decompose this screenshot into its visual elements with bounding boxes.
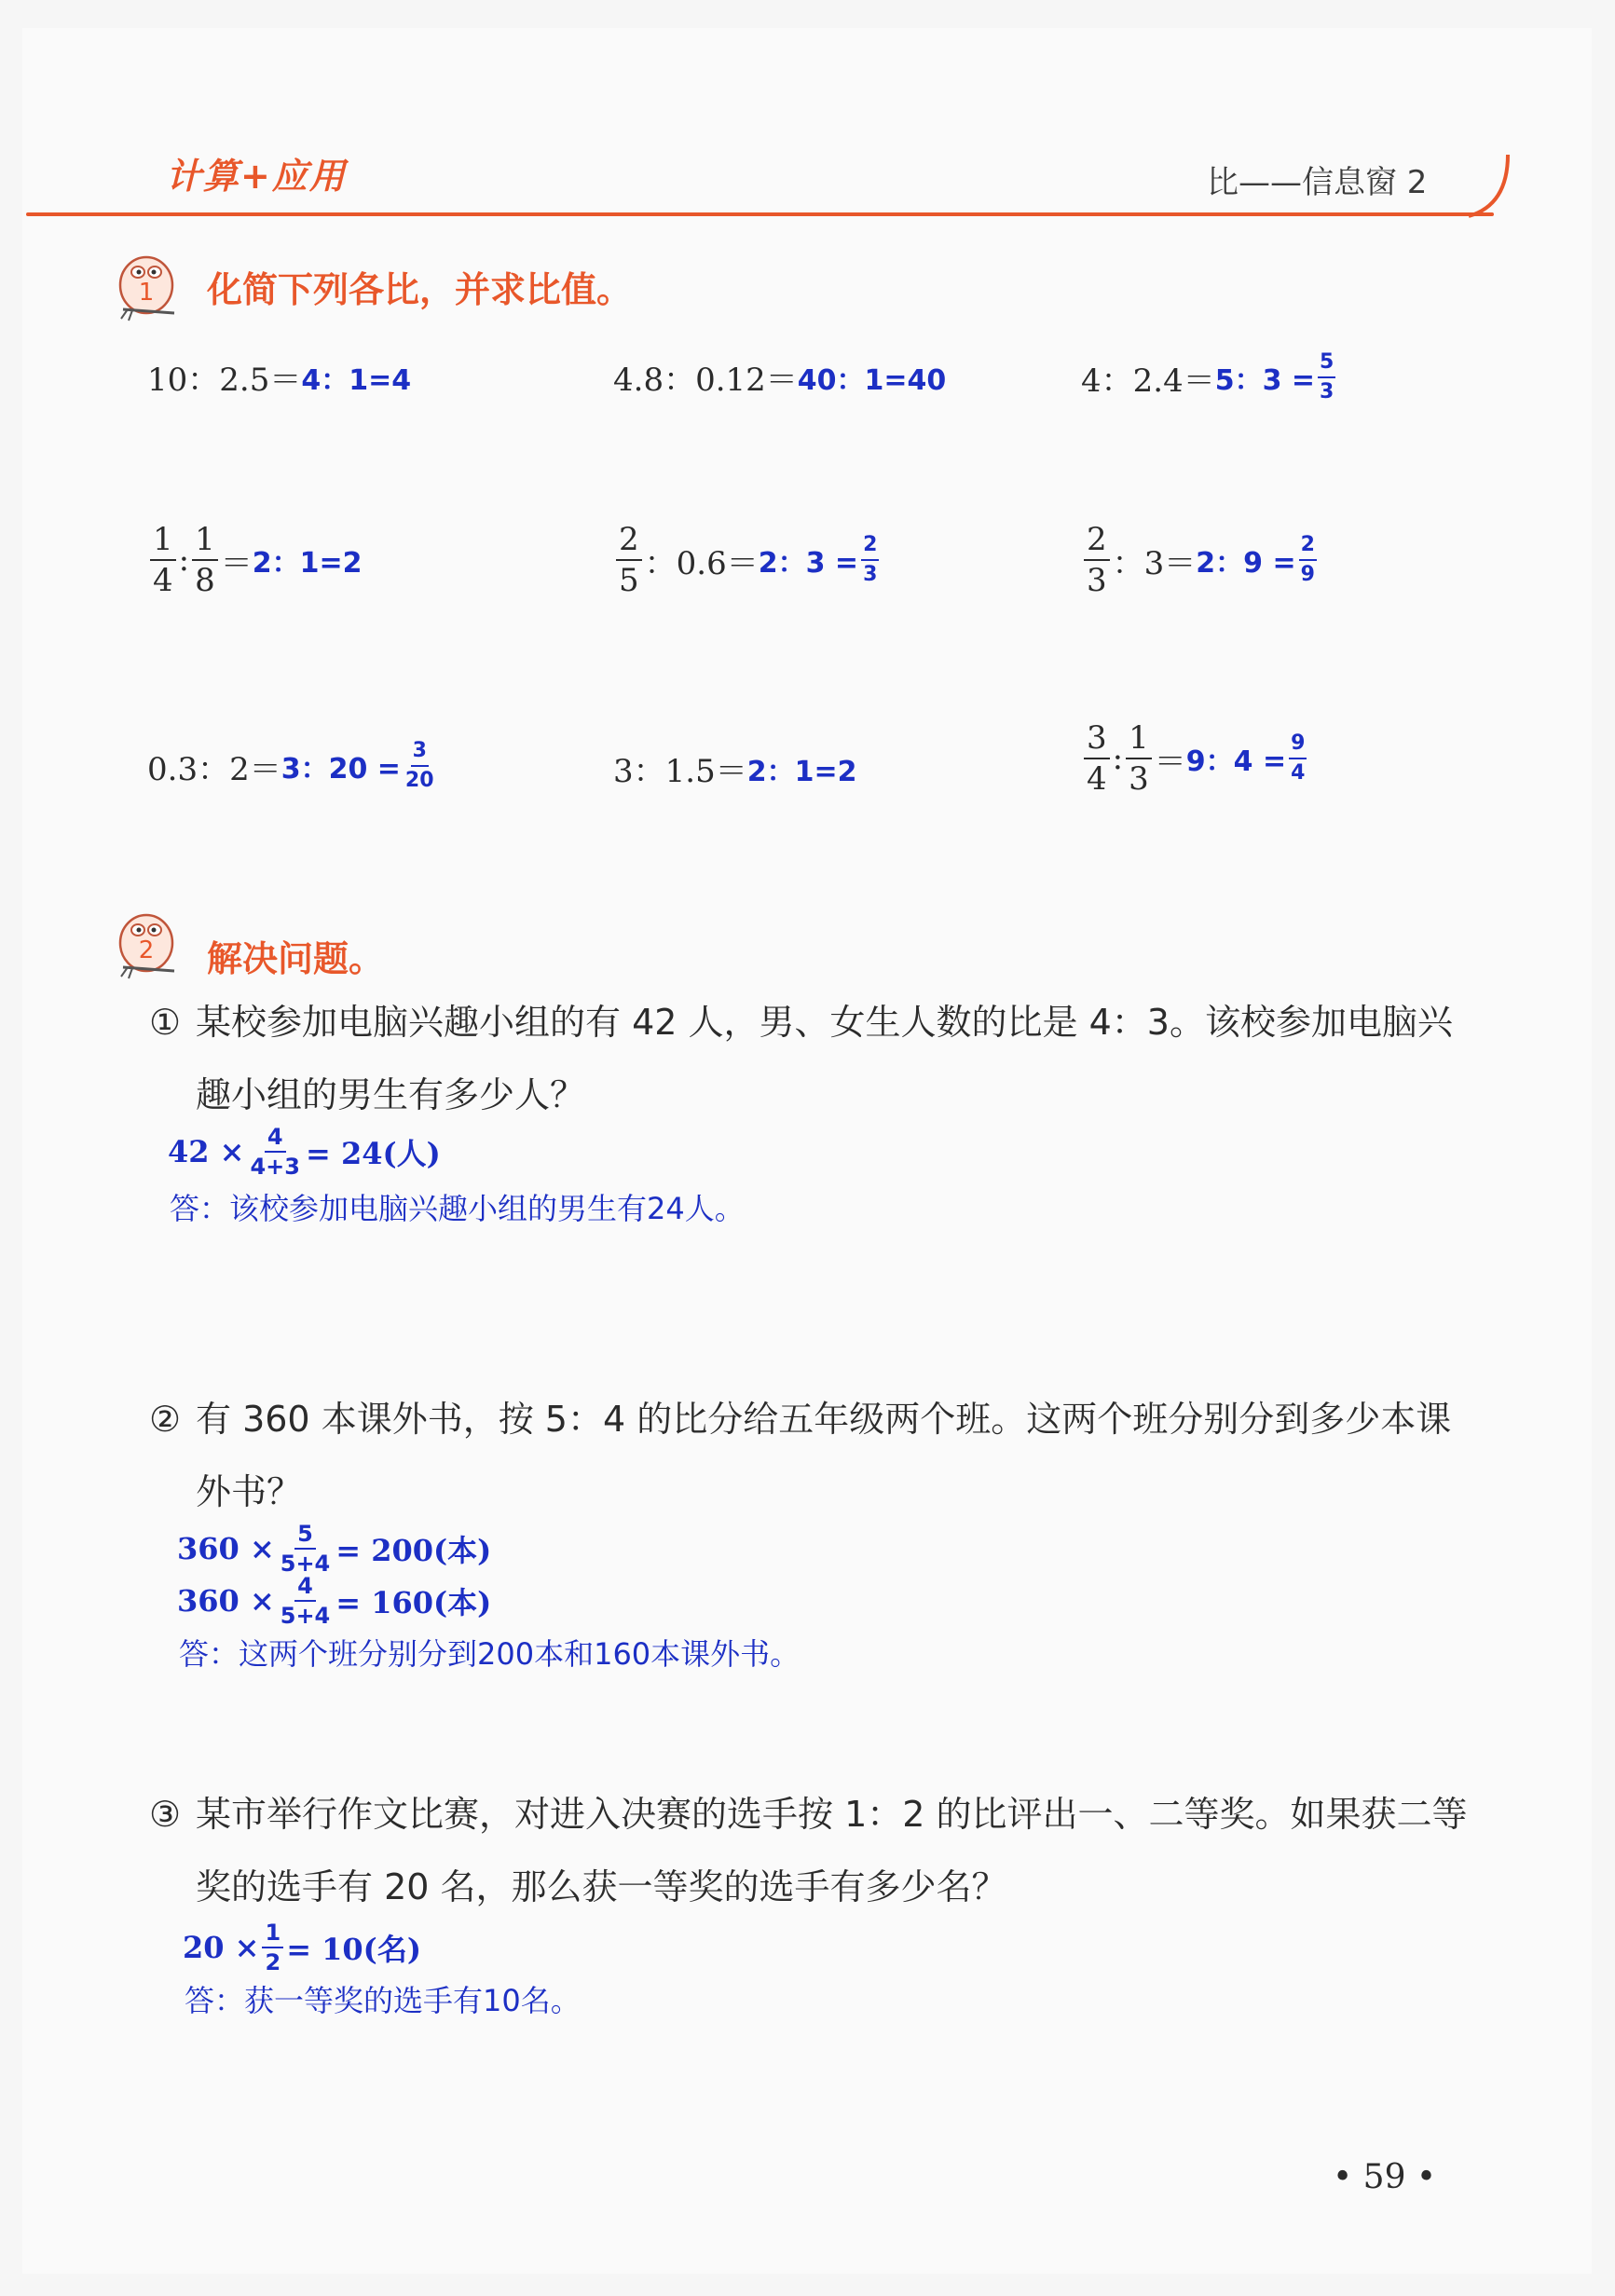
exercise-9-fraction-b — [1126, 719, 1152, 798]
fraction-denominator: 4 — [153, 562, 173, 599]
work-prefix: 42 × — [168, 1134, 245, 1169]
bird-mascot-icon — [104, 244, 188, 328]
fraction-denominator: 3 — [1129, 760, 1149, 798]
exercise-5-answer-ratio: 2：3 = — [758, 547, 859, 580]
fraction-denominator: 5+4 — [280, 1603, 331, 1629]
exercise-9 — [1081, 719, 1309, 798]
exercise-5 — [613, 521, 882, 599]
equals-sign: ＝ — [220, 544, 253, 582]
problem-2-answer: 答：这两个班分别分到200本和160本课外书。 — [179, 1636, 801, 1672]
problem-1-line2: 趣小组的男生有多少人？ — [196, 1074, 586, 1115]
problem-1-number: ① — [149, 1002, 182, 1043]
problem-2-work-line-1 — [177, 1523, 491, 1575]
section1-badge: 1 — [138, 279, 155, 307]
fraction-numerator: 1 — [1126, 722, 1152, 759]
fraction-denominator: 4+3 — [250, 1154, 300, 1180]
exercise-9-answer-ratio: 9：4 = — [1185, 745, 1287, 778]
work-prefix: 360 × — [177, 1531, 275, 1566]
problem-1-line1: 某校参加电脑兴趣小组的有 42 人，男、女生人数的比是 4：3。该校参加电脑兴 — [196, 1002, 1453, 1043]
fraction-denominator: 9 — [1300, 563, 1315, 586]
problem-3-work-line — [183, 1921, 421, 1974]
fraction-denominator: 20 — [404, 769, 434, 792]
fraction-denominator: 3 — [1320, 380, 1334, 403]
exercise-6-answer-fraction — [1299, 535, 1317, 585]
exercise-6-fraction — [1084, 521, 1110, 599]
work-result: = 24(人) — [306, 1136, 441, 1171]
exercise-2 — [613, 354, 946, 400]
problem-1-answer: 答：该校参加电脑兴趣小组的男生有24人。 — [170, 1191, 745, 1226]
exercise-5-answer-fraction — [861, 535, 879, 585]
problem-2 — [149, 1383, 1491, 1528]
exercise-3-answer-ratio: 5：3 = — [1214, 364, 1316, 397]
exercise-5-fraction — [616, 521, 642, 599]
exercise-6 — [1081, 521, 1320, 599]
fraction-numerator: 2 — [1084, 524, 1110, 561]
section2-badge: 2 — [138, 936, 155, 964]
exercise-8-answer: 2：1=2 — [746, 755, 857, 788]
exercise-7 — [147, 741, 439, 791]
work-fraction — [278, 1575, 334, 1627]
ratio-colon: : — [1112, 740, 1124, 777]
fraction-denominator: 3 — [863, 563, 878, 586]
fraction-denominator: 3 — [1087, 562, 1107, 599]
problem-2-work-line-2 — [177, 1575, 491, 1627]
fraction-denominator: 4 — [1087, 760, 1107, 798]
work-fraction — [262, 1921, 283, 1974]
exercise-7-answer — [281, 741, 439, 791]
exercise-3-answer — [1215, 352, 1339, 403]
exercise-9-answer — [1186, 733, 1310, 784]
page-number: • 59 • — [1333, 2158, 1437, 2196]
exercise-1 — [147, 354, 411, 400]
exercise-5-answer — [759, 535, 883, 585]
exercise-9-fraction-a — [1084, 719, 1110, 798]
work-result: = 160(本) — [335, 1585, 492, 1620]
exercise-3-answer-fraction — [1318, 352, 1335, 403]
work-prefix: 20 × — [183, 1930, 260, 1965]
problem-1-work-line — [168, 1126, 441, 1178]
bird-mascot-icon — [104, 902, 188, 986]
fraction-numerator: 1 — [262, 1921, 283, 1948]
exercise-6-question-rest: ：3＝ — [1112, 544, 1197, 582]
problem-2-number: ② — [149, 1399, 182, 1440]
header-left-label: 计算+应用 — [166, 156, 347, 197]
work-fraction — [247, 1126, 303, 1178]
exercise-5-question-rest: ：0.6＝ — [644, 544, 759, 582]
exercise-2-question: 4.8：0.12＝ — [613, 362, 798, 399]
fraction-denominator: 4 — [1291, 761, 1306, 785]
problem-3-line2: 奖的选手有 20 名，那么获一等奖的选手有多少名？ — [196, 1866, 1007, 1907]
exercise-3-question: 4：2.4＝ — [1081, 362, 1215, 400]
work-fraction — [278, 1523, 334, 1575]
header-right-label: 比——信息窗 2 — [1207, 164, 1428, 201]
problem-3 — [149, 1778, 1491, 1923]
fraction-numerator: 1 — [192, 524, 218, 561]
fraction-numerator: 4 — [265, 1126, 286, 1153]
section1-title: 化简下列各比，并求比值。 — [207, 269, 633, 310]
fraction-denominator: 2 — [265, 1949, 281, 1975]
fraction-numerator: 4 — [294, 1575, 316, 1602]
fraction-numerator: 3 — [1084, 722, 1110, 759]
exercise-7-answer-ratio: 3：20 = — [281, 753, 401, 786]
fraction-numerator: 2 — [861, 535, 879, 561]
fraction-denominator: 5 — [619, 562, 639, 599]
exercise-1-answer: 4：1=4 — [301, 363, 412, 397]
fraction-numerator: 2 — [1299, 535, 1317, 561]
section2-title: 解决问题。 — [207, 938, 385, 979]
exercise-8 — [613, 745, 856, 791]
exercise-8-question: 3：1.5＝ — [613, 753, 747, 790]
fraction-denominator: 8 — [195, 562, 215, 599]
fraction-numerator: 3 — [411, 741, 429, 767]
exercise-7-answer-fraction — [404, 741, 436, 791]
exercise-4 — [147, 521, 363, 599]
exercise-6-answer — [1196, 535, 1320, 585]
exercise-9-answer-fraction — [1289, 733, 1307, 784]
exercise-4-fraction-a — [150, 521, 176, 599]
fraction-numerator: 5 — [294, 1523, 316, 1550]
problem-2-line2: 外书？ — [196, 1471, 303, 1512]
ratio-colon: : — [178, 541, 190, 579]
problem-3-line1: 某市举行作文比赛，对进入决赛的选手按 1：2 的比评出一、二等奖。如果获二等 — [196, 1794, 1468, 1835]
equals-sign: ＝ — [1154, 743, 1186, 781]
fraction-denominator: 5+4 — [280, 1551, 331, 1577]
problem-2-line1: 有 360 本课外书，按 5：4 的比分给五年级两个班。这两个班分别分到多少本课 — [196, 1399, 1452, 1440]
work-result: = 10(名) — [286, 1932, 421, 1967]
exercise-4-answer: 2：1=2 — [252, 547, 363, 580]
problem-3-answer: 答：获一等奖的选手有10名。 — [185, 1983, 581, 2018]
exercise-1-question: 10：2.5＝ — [147, 362, 302, 399]
header-curve-decoration — [1454, 149, 1519, 224]
work-result: = 200(本) — [335, 1533, 492, 1568]
header-divider — [26, 212, 1494, 216]
exercise-7-question: 0.3：2＝ — [147, 750, 281, 788]
problem-3-number: ③ — [149, 1794, 182, 1835]
fraction-numerator: 9 — [1289, 733, 1307, 759]
work-prefix: 360 × — [177, 1583, 275, 1619]
fraction-numerator: 5 — [1318, 352, 1335, 378]
fraction-numerator: 2 — [616, 524, 642, 561]
exercise-4-fraction-b — [192, 521, 218, 599]
fraction-numerator: 1 — [150, 524, 176, 561]
problem-1 — [149, 986, 1491, 1131]
exercise-6-answer-ratio: 2：9 = — [1196, 547, 1296, 580]
exercise-3 — [1081, 352, 1338, 403]
exercise-2-answer: 40：1=40 — [797, 363, 947, 397]
